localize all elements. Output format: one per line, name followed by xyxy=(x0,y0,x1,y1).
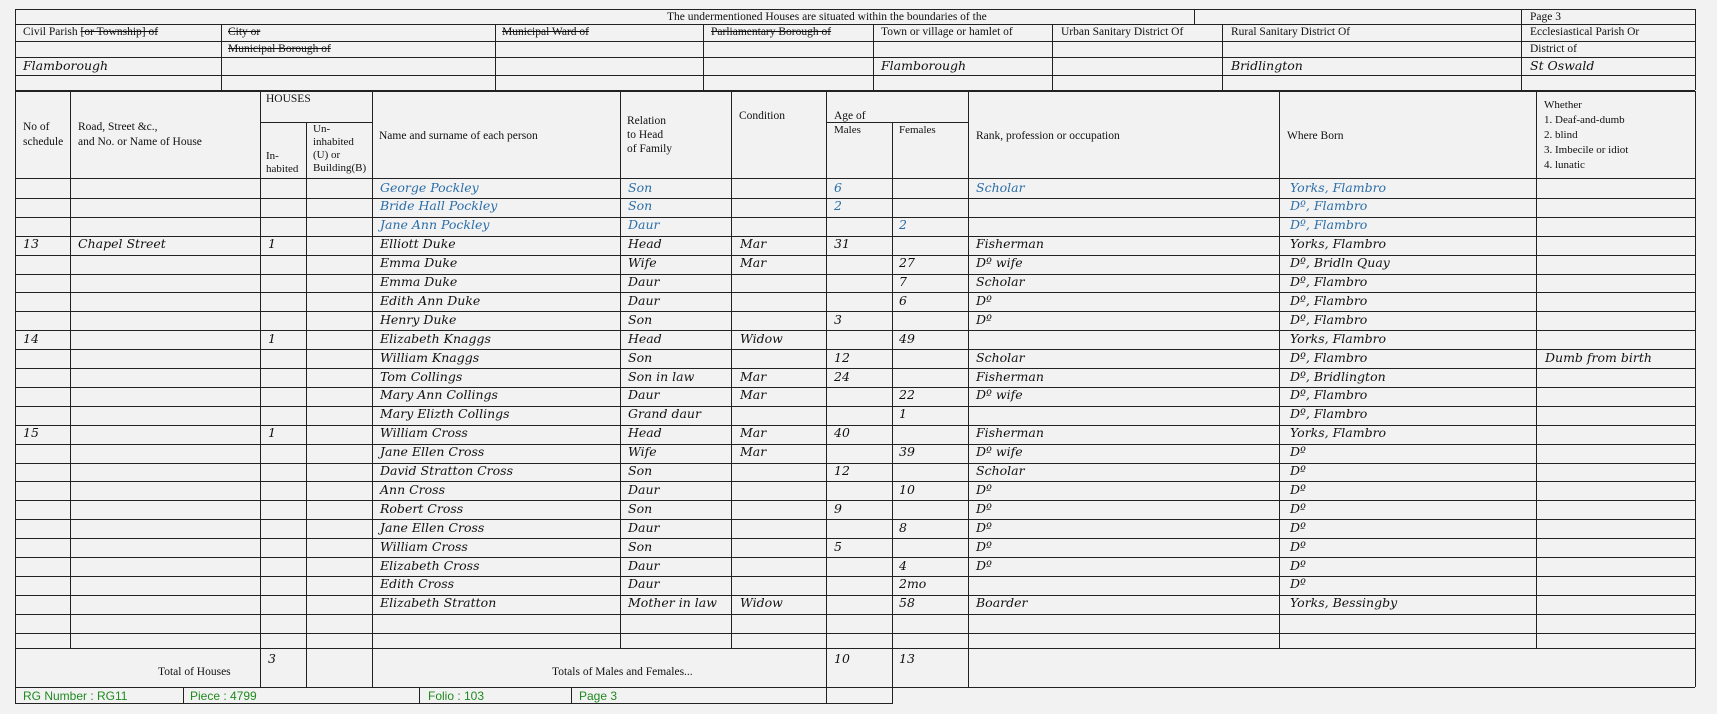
cell-relation: Daur xyxy=(628,217,660,233)
col-road-2: and No. or Name of House xyxy=(78,136,202,148)
cell-condition: Mar xyxy=(740,425,767,441)
cell-male-age: 31 xyxy=(834,236,850,252)
cell-born: Dº xyxy=(1290,576,1306,592)
col-condition: Condition xyxy=(739,110,786,122)
col-uninhabited: Un- inhabited (U) or Building(B) xyxy=(313,123,367,174)
col-males: Males xyxy=(834,124,861,136)
row-divider xyxy=(15,406,1695,407)
row-divider xyxy=(15,292,1695,293)
total-houses-value: 3 xyxy=(268,651,276,666)
cell-name: Elliott Duke xyxy=(380,236,456,252)
col-inhabited: In- habited xyxy=(266,150,299,175)
civil-parish-label: Civil Parish [or Township] of xyxy=(23,26,159,38)
boundaries-text: The undermentioned Houses are situated within the boundaries of the xyxy=(667,11,987,23)
cell-female-age: 7 xyxy=(899,274,907,289)
cell-born: Dº xyxy=(1290,557,1306,573)
cell-relation: Head xyxy=(628,330,662,346)
cell-schedule: 15 xyxy=(23,425,39,441)
urban-sanitary-label: Urban Sanitary District Of xyxy=(1061,26,1184,38)
cell-female-age: 22 xyxy=(899,387,915,403)
col-schedule: No of xyxy=(23,121,50,133)
town-label: Town or village or hamlet of xyxy=(881,26,1013,38)
cell-relation: Son xyxy=(628,198,653,214)
cell-male-age: 2 xyxy=(834,198,842,214)
cell-relation: Son xyxy=(628,311,653,327)
col-females: Females xyxy=(899,124,936,136)
cell-born: Yorks, Flambro xyxy=(1290,330,1387,346)
cell-born: Dº, Flambro xyxy=(1290,349,1368,365)
rg-number: RG Number : RG11 xyxy=(23,689,128,703)
cell-name: Emma Duke xyxy=(380,255,458,271)
row-divider xyxy=(15,500,1695,501)
cell-inhabited: 1 xyxy=(268,425,276,441)
parliamentary-borough-label: Parliamentary Borough of xyxy=(711,26,832,38)
page-label: Page 3 xyxy=(1530,11,1561,23)
town-value: Flamborough xyxy=(881,58,967,73)
municipal-borough-label: Municipal Borough of xyxy=(228,43,331,55)
cell-occupation: Scholar xyxy=(976,274,1025,289)
col-name: Name and surname of each person xyxy=(379,130,538,142)
total-females: 13 xyxy=(899,651,915,666)
total-persons-label: Totals of Males and Females... xyxy=(552,666,693,678)
cell-name: Emma Duke xyxy=(380,274,458,289)
cell-male-age: 5 xyxy=(834,538,842,554)
cell-occupation: Fisherman xyxy=(976,236,1044,252)
civil-parish-value: Flamborough xyxy=(23,58,109,73)
row-divider xyxy=(15,538,1695,539)
municipal-ward-label: Municipal Ward of xyxy=(502,26,590,38)
cell-relation: Son in law xyxy=(628,368,695,384)
col-age: Age of xyxy=(834,110,866,122)
cell-occupation: Dº wife xyxy=(976,255,1023,271)
cell-name: Edith Cross xyxy=(380,576,455,592)
col-occupation: Rank, profession or occupation xyxy=(976,130,1120,142)
row-divider xyxy=(15,349,1695,350)
row-divider xyxy=(15,557,1695,558)
row-divider xyxy=(15,444,1695,445)
cell-schedule: 14 xyxy=(23,330,39,346)
cell-relation: Son xyxy=(628,538,653,554)
cell-name: Mary Ann Collings xyxy=(380,387,498,403)
col-houses: HOUSES xyxy=(266,93,311,105)
cell-occupation: Scholar xyxy=(976,179,1025,195)
cell-schedule: 13 xyxy=(23,236,39,252)
cell-born: Dº xyxy=(1290,463,1306,478)
cell-occupation: Dº xyxy=(976,292,992,308)
cell-occupation: Dº xyxy=(976,519,992,535)
cell-condition: Widow xyxy=(740,330,783,346)
cell-name: David Stratton Cross xyxy=(380,463,514,478)
cell-born: Dº, Flambro xyxy=(1290,292,1368,308)
cell-occupation: Dº xyxy=(976,557,992,573)
ecclesiastical-label: Ecclesiastical Parish Or xyxy=(1530,26,1640,38)
row-divider xyxy=(15,519,1695,520)
cell-female-age: 4 xyxy=(899,557,907,573)
cell-name: Ann Cross xyxy=(380,481,445,497)
cell-female-age: 58 xyxy=(899,595,915,611)
cell-relation: Daur xyxy=(628,557,660,573)
row-divider xyxy=(15,198,1695,199)
cell-relation: Daur xyxy=(628,274,660,289)
cell-female-age: 27 xyxy=(899,255,915,271)
cell-female-age: 10 xyxy=(899,481,915,497)
cell-name: Elizabeth Cross xyxy=(380,557,480,573)
cell-female-age: 2 xyxy=(899,217,907,233)
cell-occupation: Dº xyxy=(976,538,992,554)
cell-born: Dº, Flambro xyxy=(1290,274,1368,289)
cell-name: Elizabeth Knaggs xyxy=(380,330,491,346)
cell-condition: Mar xyxy=(740,444,767,460)
rural-sanitary-label: Rural Sanitary District Of xyxy=(1231,26,1351,38)
cell-condition: Mar xyxy=(740,368,767,384)
cell-male-age: 12 xyxy=(834,349,850,365)
cell-relation: Grand daur xyxy=(628,406,701,422)
row-divider xyxy=(15,576,1695,577)
row-divider xyxy=(15,425,1695,426)
cell-name: William Cross xyxy=(380,425,468,441)
cell-condition: Mar xyxy=(740,236,767,252)
cell-relation: Son xyxy=(628,500,653,516)
cell-male-age: 24 xyxy=(834,368,850,384)
row-divider xyxy=(15,217,1695,218)
cell-condition: Widow xyxy=(740,595,783,611)
cell-born: Dº xyxy=(1290,444,1306,460)
cell-name: Robert Cross xyxy=(380,500,464,516)
cell-relation: Daur xyxy=(628,576,660,592)
cell-born: Dº, Flambro xyxy=(1290,311,1368,327)
cell-relation: Daur xyxy=(628,387,660,403)
cell-relation: Wife xyxy=(628,444,657,460)
cell-name: Elizabeth Stratton xyxy=(380,595,497,611)
row-divider xyxy=(15,463,1695,464)
cell-relation: Wife xyxy=(628,255,657,271)
total-houses-label: Total of Houses xyxy=(158,666,231,678)
row-divider xyxy=(15,614,1695,615)
cell-occupation: Dº xyxy=(976,500,992,516)
cell-born: Dº, Flambro xyxy=(1290,198,1368,214)
cell-road: Chapel Street xyxy=(78,236,166,252)
cell-female-age: 49 xyxy=(899,330,915,346)
row-divider xyxy=(15,387,1695,388)
cell-name: Tom Collings xyxy=(380,368,463,384)
cell-name: Mary Elizth Collings xyxy=(380,406,510,422)
cell-male-age: 12 xyxy=(834,463,850,478)
cell-male-age: 40 xyxy=(834,425,850,441)
cell-name: Jane Ann Pockley xyxy=(380,217,490,233)
cell-relation: Son xyxy=(628,463,653,478)
cell-occupation: Dº wife xyxy=(976,387,1023,403)
row-divider xyxy=(15,274,1695,275)
row-divider xyxy=(15,633,1695,634)
cell-name: Jane Ellen Cross xyxy=(380,444,485,460)
cell-inhabited: 1 xyxy=(268,330,276,346)
ecclesiastical-value: St Oswald xyxy=(1530,58,1595,73)
cell-female-age: 1 xyxy=(899,406,907,422)
cell-male-age: 3 xyxy=(834,311,842,327)
col-schedule-2: schedule xyxy=(23,136,64,148)
folio-number: Folio : 103 xyxy=(428,689,485,703)
cell-born: Dº, Flambro xyxy=(1290,387,1368,403)
cell-condition: Mar xyxy=(740,255,767,271)
cell-name: William Cross xyxy=(380,538,468,554)
cell-born: Dº xyxy=(1290,500,1306,516)
cell-occupation: Fisherman xyxy=(976,425,1044,441)
cell-born: Dº xyxy=(1290,519,1306,535)
piece-number: Piece : 4799 xyxy=(190,689,257,703)
col-where-born: Where Born xyxy=(1287,130,1344,142)
cell-born: Dº, Bridln Quay xyxy=(1290,255,1390,271)
cell-relation: Daur xyxy=(628,292,660,308)
cell-relation: Daur xyxy=(628,481,660,497)
cell-relation: Daur xyxy=(628,519,660,535)
cell-born: Dº, Bridlington xyxy=(1290,368,1386,384)
cell-occupation: Boarder xyxy=(976,595,1028,611)
cell-occupation: Scholar xyxy=(976,349,1025,365)
cell-occupation: Dº xyxy=(976,311,992,327)
cell-born: Yorks, Flambro xyxy=(1290,179,1387,195)
cell-born: Dº xyxy=(1290,538,1306,554)
cell-female-age: 8 xyxy=(899,519,907,535)
cell-name: George Pockley xyxy=(380,179,479,195)
rural-sanitary-value: Bridlington xyxy=(1231,58,1303,73)
cell-inhabited: 1 xyxy=(268,236,276,252)
cell-male-age: 9 xyxy=(834,500,842,516)
cell-occupation: Dº wife xyxy=(976,444,1023,460)
cell-born: Dº, Flambro xyxy=(1290,406,1368,422)
col-relation: Relation to Head of Family xyxy=(627,115,673,155)
city-label: City or xyxy=(228,26,261,38)
cell-born: Yorks, Flambro xyxy=(1290,425,1387,441)
cell-occupation: Scholar xyxy=(976,463,1025,478)
row-divider xyxy=(15,481,1695,482)
cell-infirmity: Dumb from birth xyxy=(1545,349,1652,365)
cell-born: Yorks, Bessingby xyxy=(1290,595,1398,611)
cell-name: Bride Hall Pockley xyxy=(380,198,498,214)
col-road: Road, Street &c., xyxy=(78,121,158,133)
cell-occupation: Dº xyxy=(976,481,992,497)
row-divider xyxy=(15,368,1695,369)
cell-name: Edith Ann Duke xyxy=(380,292,481,308)
cell-female-age: 2mo xyxy=(899,576,927,592)
footer-page: Page 3 xyxy=(579,689,618,703)
col-whether: Whether 1. Deaf-and-dumb 2. blind 3. Imbecile or idiot 4. lunatic xyxy=(1544,99,1629,171)
cell-female-age: 39 xyxy=(899,444,915,460)
cell-occupation: Fisherman xyxy=(976,368,1044,384)
cell-name: Jane Ellen Cross xyxy=(380,519,485,535)
cell-born: Yorks, Flambro xyxy=(1290,236,1387,252)
cell-female-age: 6 xyxy=(899,292,907,308)
row-divider xyxy=(15,595,1695,596)
cell-male-age: 6 xyxy=(834,179,842,195)
row-divider xyxy=(15,311,1695,312)
total-males: 10 xyxy=(834,651,850,666)
row-divider xyxy=(15,255,1695,256)
cell-born: Dº, Flambro xyxy=(1290,217,1368,233)
cell-relation: Head xyxy=(628,425,662,441)
cell-relation: Son xyxy=(628,349,653,365)
ecclesiastical-label-2: District of xyxy=(1530,43,1577,55)
cell-relation: Son xyxy=(628,179,653,195)
cell-name: Henry Duke xyxy=(380,311,457,327)
row-divider xyxy=(15,330,1695,331)
cell-relation: Head xyxy=(628,236,662,252)
cell-name: William Knaggs xyxy=(380,349,480,365)
cell-condition: Mar xyxy=(740,387,767,403)
row-divider xyxy=(15,236,1695,237)
cell-relation: Mother in law xyxy=(628,595,717,611)
cell-born: Dº xyxy=(1290,481,1306,497)
